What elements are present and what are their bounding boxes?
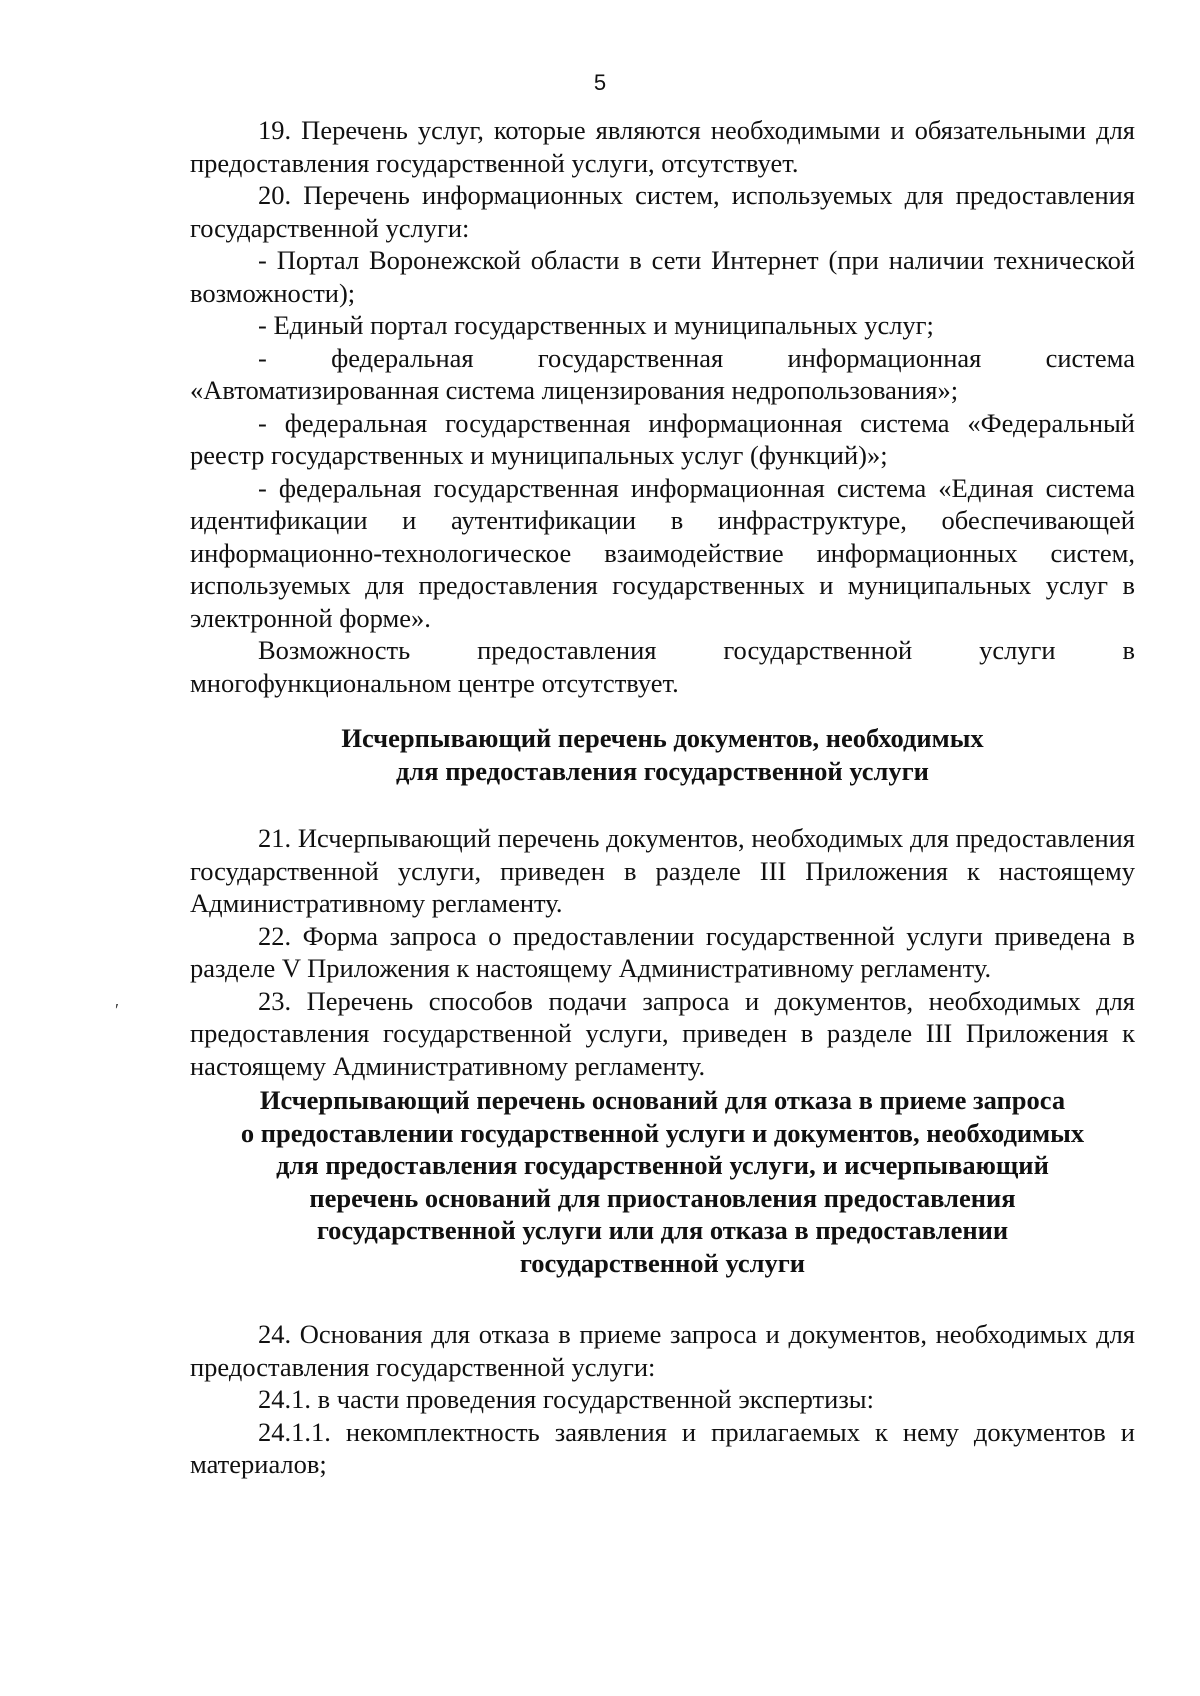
heading-refusal-grounds — [190, 1084, 1135, 1279]
heading-line: государственной услуги — [519, 1247, 806, 1278]
page-number: 5 — [593, 70, 607, 95]
paragraph-mfc: Возможность предоставления государственной услуги в многофункциональном центре отсутствует. — [190, 635, 1135, 698]
list-item-licensing-system: - федеральная государственная информационная система «Автоматизированная система лицензирования недропользования»; — [190, 342, 1135, 405]
paragraph-22: 22. Форма запроса о предоставлении государственной услуги приведена в разделе V Приложения к настоящему Административному регламенту. — [190, 920, 1135, 983]
heading-documents-list — [190, 722, 1135, 787]
heading-line: перечень оснований для приостановления предоставления — [309, 1182, 1016, 1213]
section-information-systems — [190, 114, 1135, 699]
heading-line: государственной услуги или для отказа в предоставлении — [316, 1215, 1009, 1245]
scan-artifact-mark: ′ — [115, 1000, 119, 1020]
section-documents — [190, 822, 1135, 1082]
paragraph-23: 23. Перечень способов подачи запроса и документов, необходимых для предоставления государственной услуги, приведен в разделе III Приложения к настоящему Административному регламенту. — [190, 985, 1135, 1081]
list-item-federal-registry: - федеральная государственная информационная система «Федеральный реестр государственных и муниципальных услуг (функций)»; — [190, 407, 1135, 470]
paragraph-24-1: 24.1. в части проведения государственной экспертизы: — [258, 1384, 874, 1414]
section-refusal — [190, 1318, 1135, 1481]
paragraph-24-1-1: 24.1.1. некомплектность заявления и прилагаемых к нему документов и материалов; — [190, 1416, 1135, 1479]
list-item-unified-portal: - Единый портал государственных и муниципальных услуг; — [258, 310, 934, 340]
list-item-esia: - федеральная государственная информационная система «Единая система идентификации и аутентификации в инфраструктуре, обеспечивающей информационно-технологическое взаимодействие информационных систем, используемых для предоставления государственных и муниципальных услуг в электронной форме». — [190, 472, 1135, 633]
paragraph-21: 21. Исчерпывающий перечень документов, необходимых для предоставления государственной услуги, приведен в разделе III Приложения к настоящему Административному регламенту. — [190, 823, 1135, 918]
heading-line: для предоставления государственной услуги, и исчерпывающий — [276, 1150, 1049, 1180]
heading-line: о предоставлении государственной услуги и документов, необходимых — [240, 1117, 1085, 1148]
heading-line: Исчерпывающий перечень оснований для отказа в приеме запроса — [259, 1085, 1066, 1115]
heading-line: для предоставления государственной услуги — [396, 755, 929, 786]
paragraph-24: 24. Основания для отказа в приеме запроса и документов, необходимых для предоставления государственной услуги: — [190, 1319, 1135, 1382]
heading-line: Исчерпывающий перечень документов, необходимых — [341, 723, 984, 753]
list-item-regional-portal: - Портал Воронежской области в сети Интернет (при наличии технической возможности); — [190, 245, 1135, 308]
paragraph-19: 19. Перечень услуг, которые являются необходимыми и обязательными для предоставления государственной услуги, отсутствует. — [190, 115, 1135, 178]
paragraph-20: 20. Перечень информационных систем, используемых для предоставления государственной услуги: — [190, 180, 1135, 243]
